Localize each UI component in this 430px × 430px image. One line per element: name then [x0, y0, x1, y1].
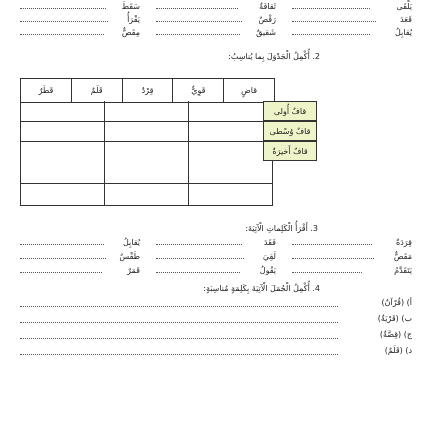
word: يُقابِلُ [123, 238, 140, 247]
sentence-b-label: ب) (قَرْيَةٌ) [377, 314, 412, 323]
sentence-d-line[interactable] [20, 353, 338, 355]
word: طَقْسٌ [119, 252, 140, 261]
word: يَقْرَأُ [127, 15, 140, 24]
word: لَقِيَ [262, 252, 276, 261]
table-side-label: قافٌ وُسْطى [263, 121, 317, 141]
word: قِرَدَةٌ [396, 238, 412, 247]
table-header-row [20, 78, 275, 103]
sentence-a-label: أ) (قُرْآنٌ) [381, 298, 412, 307]
word: سَقَطَ [121, 2, 140, 11]
word: يُقابِلُ [395, 28, 412, 37]
word: فَقَدَ [263, 238, 276, 247]
table-side-label: قافٌ أَخيرَةٌ [263, 141, 317, 161]
question-4-text: 4. أُكْمِلُ الْجُمَلَ الْآتِيَةَ بِكَلِمَةٍ مُناسِبَةٍ: [203, 284, 320, 293]
sentence-c-label: ج) (قِصَّةٌ) [379, 330, 412, 339]
word: قَعَدَ [400, 15, 412, 24]
question-3-text: 3. أَقْرَأُ الْكَلِماتِ الْآتِيَةَ: [245, 224, 318, 233]
word: يَلْقَى [396, 2, 412, 11]
sentence-b-line[interactable] [20, 321, 338, 323]
table-side-label: قافٌ أُولى [263, 101, 317, 121]
sentence-c-line[interactable] [20, 337, 338, 339]
table-header-cell: قَوِيٌّ [172, 79, 223, 102]
table-body [20, 101, 273, 206]
word: قَمَرٌ [127, 266, 140, 275]
table-header-cell: قَطَرٌ [38, 86, 54, 95]
sentence-d-label: د) (قَلَمٌ) [384, 346, 412, 355]
word: مِقَصٌّ [121, 28, 140, 37]
word: ثَقافَةٌ [259, 2, 276, 11]
word: مَقَصٌّ [393, 252, 412, 261]
word: يَقُولُ [259, 266, 276, 275]
table-header-cell: قِرْدٌ [122, 79, 173, 102]
word: رَقْصٌ [258, 15, 276, 24]
table-header-cell: قاضٍ [223, 79, 274, 102]
table-header-cell: قَلَمٌ [71, 79, 122, 102]
sentence-a-line[interactable] [20, 305, 338, 307]
word: يَتَقَدَّمُ [394, 266, 412, 275]
word: شَقيقٌ [256, 28, 276, 37]
question-2-text: 2. أُكْمِلُ الْجَدْوَلَ بِما يُناسِبُ: [228, 52, 320, 61]
